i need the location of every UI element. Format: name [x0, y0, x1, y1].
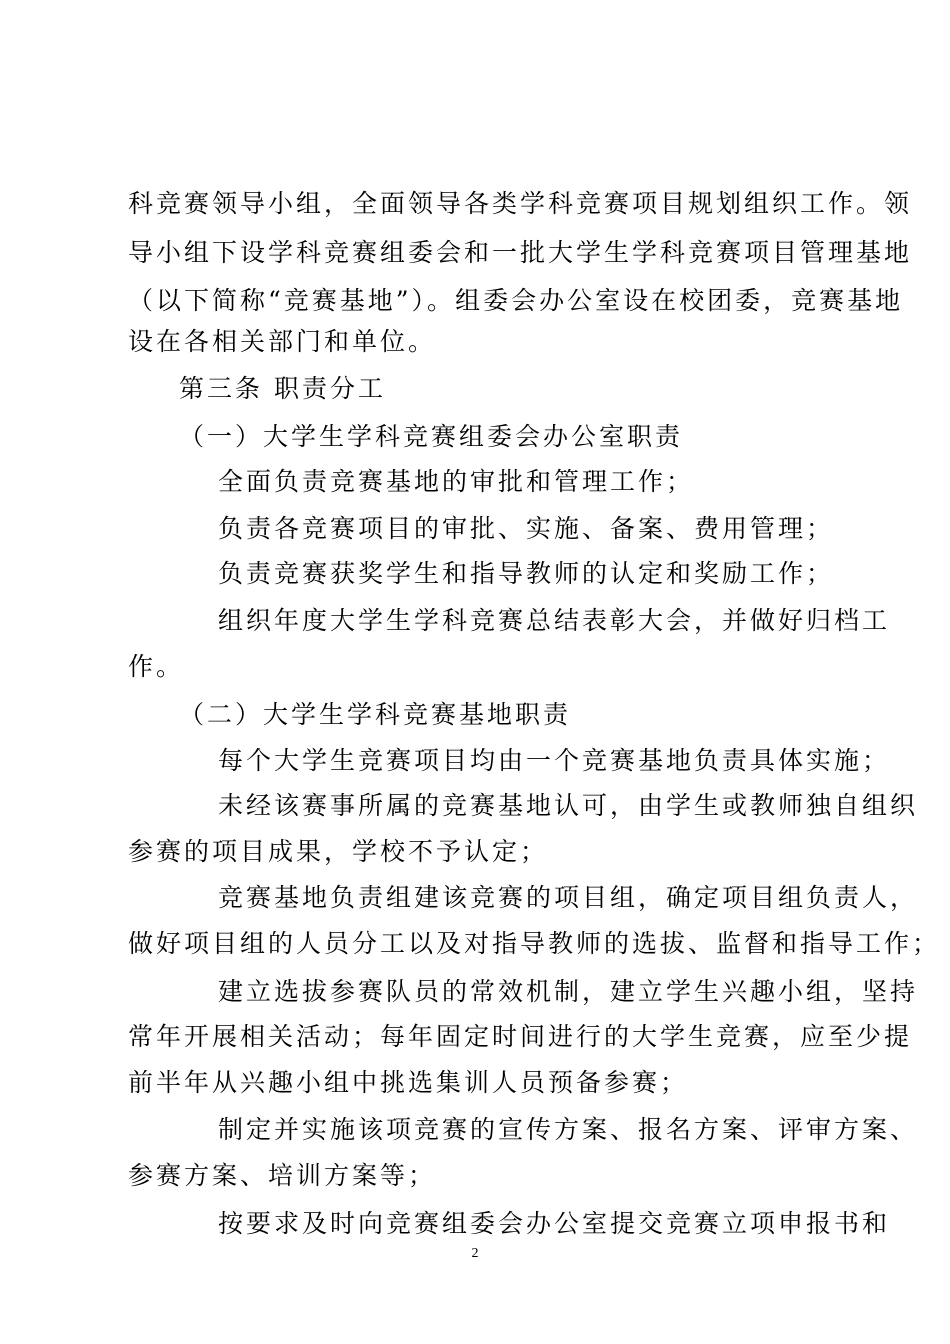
- page-number: 2: [471, 1246, 479, 1261]
- paragraph-line: 科竞赛领导小组，全面领导各类学科竞赛项目规划组织工作。领: [128, 189, 913, 218]
- paragraph-line: 制定并实施该项竞赛的宣传方案、报名方案、评审方案、: [218, 1115, 919, 1144]
- paragraph-line: 做好项目组的人员分工以及对指导教师的选拔、监督和指导工作；: [128, 929, 941, 958]
- paragraph-line: 负责竞赛获奖学生和指导教师的认定和奖励工作；: [218, 559, 835, 588]
- paragraph-line: 设在各相关部门和单位。: [128, 327, 437, 356]
- paragraph-line: 全面负责竞赛基地的审批和管理工作；: [218, 467, 695, 496]
- paragraph-line: （以下简称“竞赛基地”）。组委会办公室设在校团委，竞赛基地: [128, 286, 904, 315]
- paragraph-line: 负责各竞赛项目的审批、实施、备案、费用管理；: [218, 514, 835, 543]
- paragraph-line: 每个大学生竞赛项目均由一个竞赛基地负责具体实施；: [218, 746, 891, 775]
- paragraph-line: 作。: [128, 652, 185, 681]
- paragraph-line: 常年开展相关活动；每年固定时间进行的大学生竞赛，应至少提: [128, 1022, 913, 1051]
- paragraph-line: 未经该赛事所属的竞赛基地认可，由学生或教师独自组织: [218, 791, 919, 820]
- article-heading: 第三条 职责分工: [179, 374, 386, 403]
- paragraph-line: 参赛方案、培训方案等；: [128, 1161, 437, 1190]
- paragraph-line: 建立选拔参赛队员的常效机制，建立学生兴趣小组，坚持: [218, 977, 919, 1006]
- paragraph-line: 前半年从兴趣小组中挑选集训人员预备参赛；: [128, 1068, 689, 1097]
- paragraph-line: 组织年度大学生学科竞赛总结表彰大会，并做好归档工: [218, 606, 891, 635]
- section-heading: （一）大学生学科竞赛组委会办公室职责: [179, 422, 684, 451]
- paragraph-line: 参赛的项目成果，学校不予认定；: [128, 837, 549, 866]
- paragraph-line: 竞赛基地负责组建该竞赛的项目组，确定项目组负责人，: [218, 883, 919, 912]
- section-heading: （二）大学生学科竞赛基地职责: [179, 700, 572, 729]
- paragraph-line: 按要求及时向竞赛组委会办公室提交竞赛立项申报书和: [218, 1209, 891, 1238]
- paragraph-line: 导小组下设学科竞赛组委会和一批大学生学科竞赛项目管理基地: [128, 238, 913, 267]
